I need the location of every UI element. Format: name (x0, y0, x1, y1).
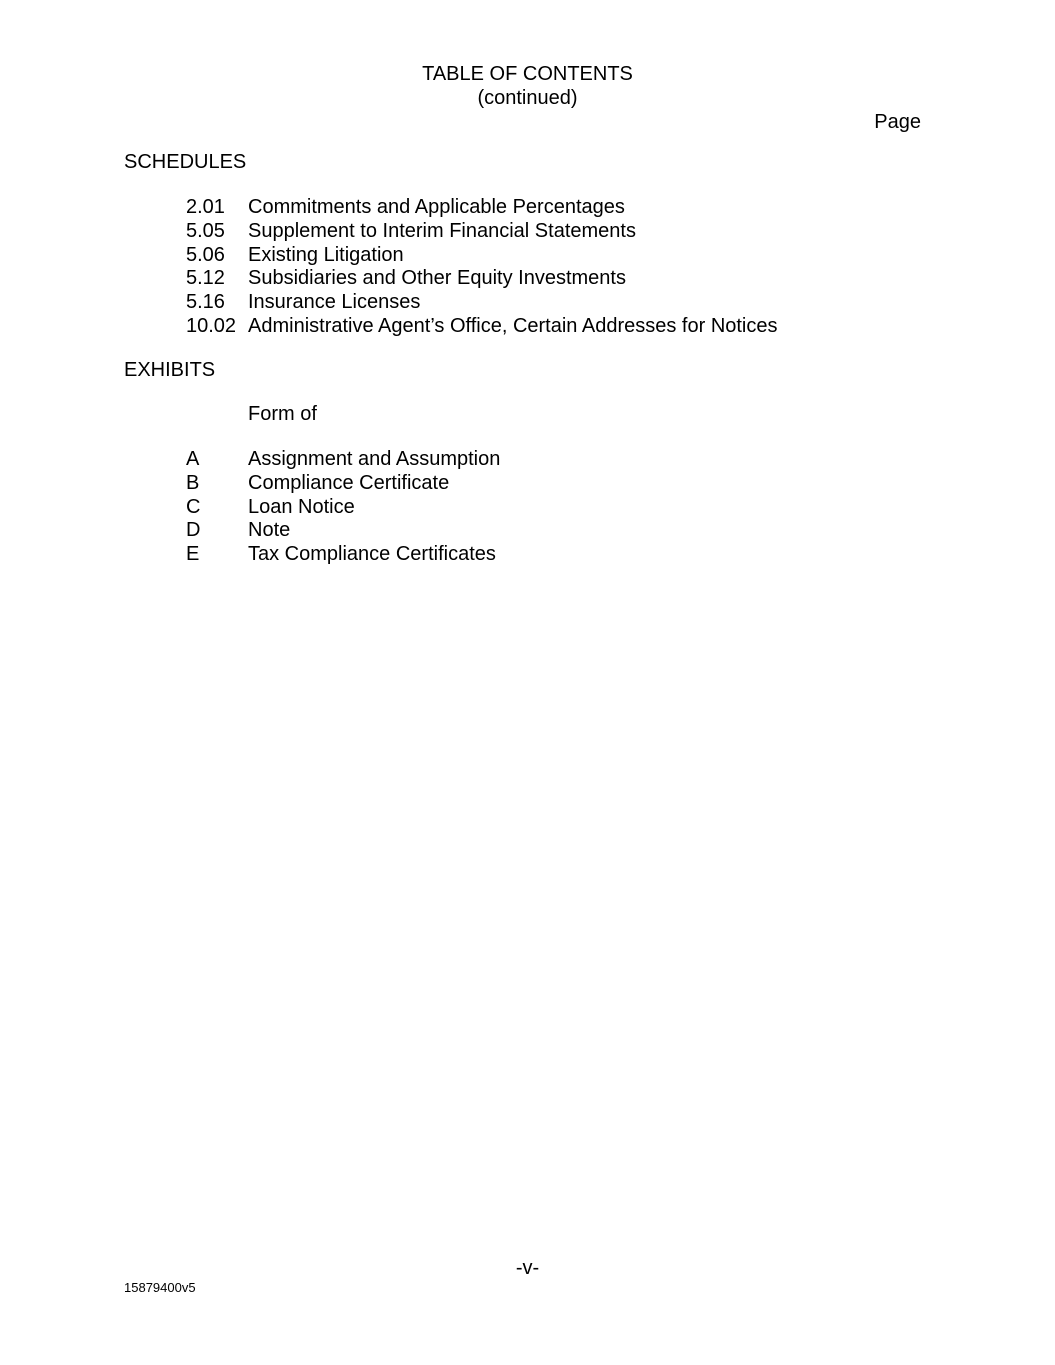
exhibit-title: Loan Notice (248, 495, 355, 518)
exhibits-heading: EXHIBITS (124, 359, 216, 381)
schedule-title: Subsidiaries and Other Equity Investments (248, 267, 626, 290)
exhibit-title: Tax Compliance Certificates (248, 543, 496, 566)
schedule-number: 2.01 (186, 196, 225, 218)
form-of-label: Form of (248, 403, 317, 425)
document-id: 15879400v5 (124, 1280, 196, 1295)
schedule-number: 5.05 (186, 219, 225, 242)
schedule-number: 5.16 (186, 291, 225, 314)
schedule-title: Insurance Licenses (248, 291, 421, 314)
page-title: TABLE OF CONTENTS (422, 63, 633, 85)
exhibit-title: Compliance Certificate (248, 471, 450, 494)
exhibit-title: Assignment and Assumption (248, 448, 501, 470)
schedule-title: Administrative Agent’s Office, Certain Addresses for Notices (248, 314, 778, 337)
page-subtitle: (continued) (477, 87, 578, 109)
schedule-number: 10.02 (186, 314, 237, 337)
schedule-number: 5.06 (186, 243, 225, 266)
schedule-title: Commitments and Applicable Percentages (248, 196, 625, 218)
exhibit-letter: B (186, 471, 200, 494)
schedule-title: Supplement to Interim Financial Statements (248, 219, 636, 242)
footer-page-number: -v- (515, 1257, 540, 1279)
schedule-title: Existing Litigation (248, 243, 404, 266)
page-column-label: Page (874, 111, 921, 133)
exhibit-letter: E (186, 543, 200, 566)
exhibit-title: Note (248, 519, 291, 542)
exhibit-letter: A (186, 448, 200, 470)
exhibit-letter: D (186, 519, 201, 542)
schedule-number: 5.12 (186, 267, 225, 290)
exhibit-letter: C (186, 495, 201, 518)
schedules-heading: SCHEDULES (124, 151, 247, 173)
